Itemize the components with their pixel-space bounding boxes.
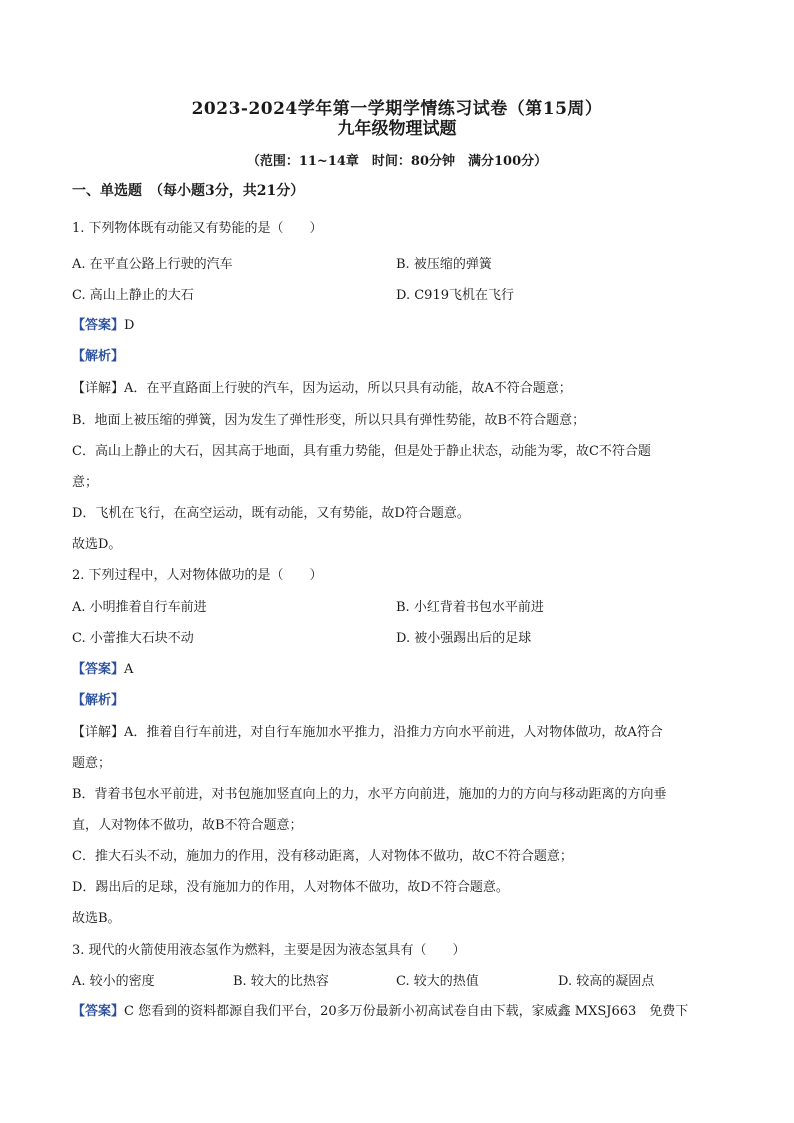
q1-analysis-tag: 【解析】 (72, 349, 125, 364)
exam-title: 2023-2024学年第一学期学情练习试卷（第15周） (191, 99, 603, 119)
q3-option-d: D. 较高的凝固点 (558, 974, 655, 989)
q1-detail-2: B．地面上被压缩的弹簧，因为发生了弹性形变，所以只具有弹性势能，故B不符合题意； (72, 413, 586, 428)
q2-detail-1b: 题意； (72, 756, 112, 771)
q2-detail-3: C．推大石头不动，施加力的作用，没有移动距离，人对物体不做功，故C不符合题意； (72, 849, 573, 864)
q2-option-c: C. 小蕾推大石块不动 (72, 631, 194, 646)
q1-detail-3a: C．高山上静止的大石，因其高于地面，具有重力势能，但是处于静止状态，动能为零，故C不符合题 (72, 444, 651, 459)
q2-option-d: D. 被小强踢出后的足球 (396, 631, 532, 646)
answer-tag: 【答案】 (72, 1004, 125, 1019)
q1-conclusion: 故选D。 (72, 537, 122, 552)
q1-option-d: D. C919飞机在飞行 (396, 288, 514, 303)
q2-detail-1a (72, 725, 663, 741)
q2-option-a: A. 小明推着自行车前进 (72, 600, 207, 615)
section-heading: 一、单选题 （每小题3分，共21分） (72, 183, 305, 199)
q1-answer-value: D (124, 318, 135, 333)
detail-tag: 【详解】 (72, 725, 125, 740)
answer-tag: 【答案】 (72, 662, 125, 677)
q2-answer-value: A (124, 662, 134, 677)
q2-detail-2b: 直，人对物体不做功，故B不符合题意； (72, 818, 303, 833)
q2-answer (72, 662, 133, 678)
q3-stem: 3. 现代的火箭使用液态氢作为燃料，主要是因为液态氢具有（ ） (72, 943, 466, 958)
q1-option-b: B. 被压缩的弹簧 (396, 257, 492, 272)
q2-detail-4: D．踢出后的足球，没有施加力的作用，人对物体不做功，故D不符合题意。 (72, 880, 509, 895)
q3-answer-text: C 您看到的资料都源自我们平台，20多万份最新小初高试卷自由下载，家威鑫 MXSJ663 免费下 (124, 1004, 689, 1019)
exam-subtitle: 九年级物理试题 (337, 119, 457, 139)
q1-option-c: C. 高山上静止的大石 (72, 288, 194, 303)
q3-option-c: C. 较大的热值 (396, 974, 479, 989)
q1-option-a: A. 在平直公路上行驶的汽车 (72, 257, 233, 272)
q3-option-a: A. 较小的密度 (72, 974, 155, 989)
q2-stem: 2. 下列过程中，人对物体做功的是（ ） (72, 568, 323, 583)
q3-option-b: B. 较大的比热容 (233, 974, 329, 989)
q1-detail-1 (72, 381, 572, 397)
exam-range-info: （范围：11~14章 时间：80分钟 满分100分） (246, 154, 548, 169)
q1-stem: 1. 下列物体既有动能又有势能的是（ ） (72, 221, 323, 236)
q2-detail-2a: B．背着书包水平前进，对书包施加竖直向上的力，水平方向前进，施加的力的方向与移动距离的方向垂 (72, 787, 667, 802)
q2-detail-1a-text: A．推着自行车前进，对自行车施加水平推力，沿推力方向水平前进，人对物体做功，故A符合 (124, 725, 663, 740)
answer-tag: 【答案】 (72, 318, 125, 333)
q2-analysis-tag: 【解析】 (72, 693, 125, 708)
q1-detail-3b: 意； (72, 475, 99, 490)
q1-detail-4: D．飞机在飞行，在高空运动，既有动能，又有势能，故D符合题意。 (72, 506, 470, 521)
q2-option-b: B. 小红背着书包水平前进 (396, 600, 544, 615)
detail-tag: 【详解】 (72, 381, 125, 396)
q3-answer (72, 1004, 688, 1020)
q1-detail-1-text: A．在平直路面上行驶的汽车，因为运动，所以只具有动能，故A不符合题意； (124, 381, 572, 396)
q1-answer (72, 318, 134, 334)
q2-conclusion: 故选B。 (72, 911, 121, 926)
